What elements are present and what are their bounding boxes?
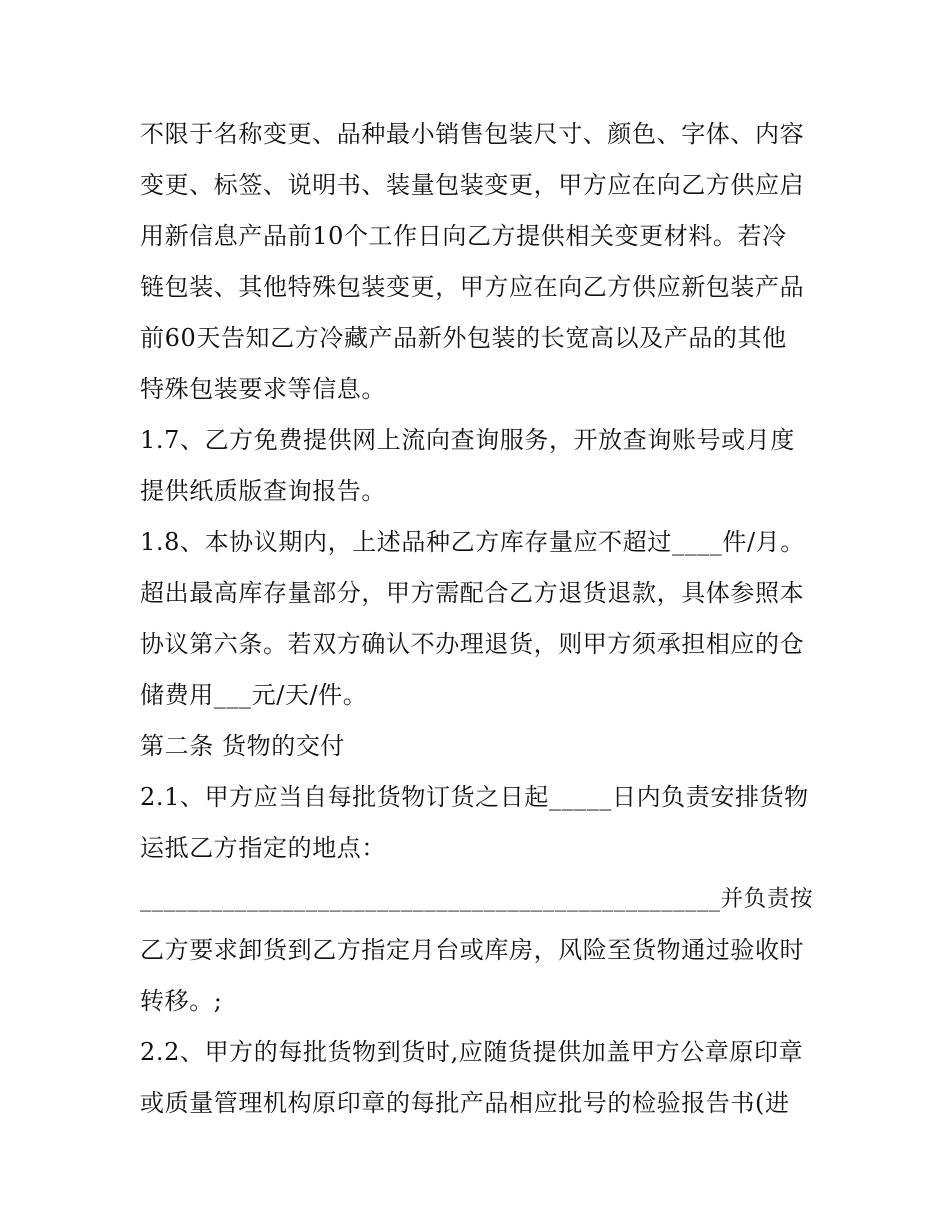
text-line: 运抵乙方指定的地点： xyxy=(140,834,386,862)
clause-2-2: 2.2、甲方的每批货物到货时,应随货提供加盖甲方公章原印章 xyxy=(140,1038,804,1066)
text-line: 超出最高库存量部分，甲方需配合乙方退货退款，具体参照本 xyxy=(140,579,805,607)
text-line: 协议第六条。若双方确认不办理退货，则甲方须承担相应的仓 xyxy=(140,630,805,658)
text-line: 特殊包装要求等信息。 xyxy=(140,375,386,403)
text-line: 用新信息产品前10个工作日向乙方提供相关变更材料。若冷 xyxy=(140,222,787,250)
text-line: 或质量管理机构原印章的每批产品相应批号的检验报告书(进 xyxy=(140,1089,790,1117)
text-line: 提供纸质版查询报告。 xyxy=(140,477,386,505)
text-line: 乙方要求卸货到乙方指定月台或库房，风险至货物通过验收时 xyxy=(140,936,805,964)
section-heading: 第二条 货物的交付 xyxy=(140,732,346,760)
document-body xyxy=(140,109,820,1129)
text-line: 转移。; xyxy=(140,987,223,1015)
blank-line-field: _________________________________________________并负责按 xyxy=(140,886,814,912)
clause-2-1: 2.1、甲方应当自每批货物订货之日起_____日内负责安排货物 xyxy=(140,783,809,811)
text-line: 变更、标签、说明书、装量包装变更，甲方应在向乙方供应启 xyxy=(140,171,805,199)
text-line: 不限于名称变更、品种最小销售包装尺寸、颜色、字体、内容 xyxy=(140,120,805,148)
text-line: 储费用___元/天/件。 xyxy=(140,681,368,709)
text-line: 链包装、其他特殊包装变更，甲方应在向乙方供应新包装产品 xyxy=(140,273,805,301)
clause-1-7: 1.7、乙方免费提供网上流向查询服务，开放查询账号或月度 xyxy=(140,426,795,454)
text-line: 前60天告知乙方冷藏产品新外包装的长宽高以及产品的其他 xyxy=(140,324,787,352)
clause-1-8: 1.8、本协议期内，上述品种乙方库存量应不超过____件/月。 xyxy=(140,528,805,556)
